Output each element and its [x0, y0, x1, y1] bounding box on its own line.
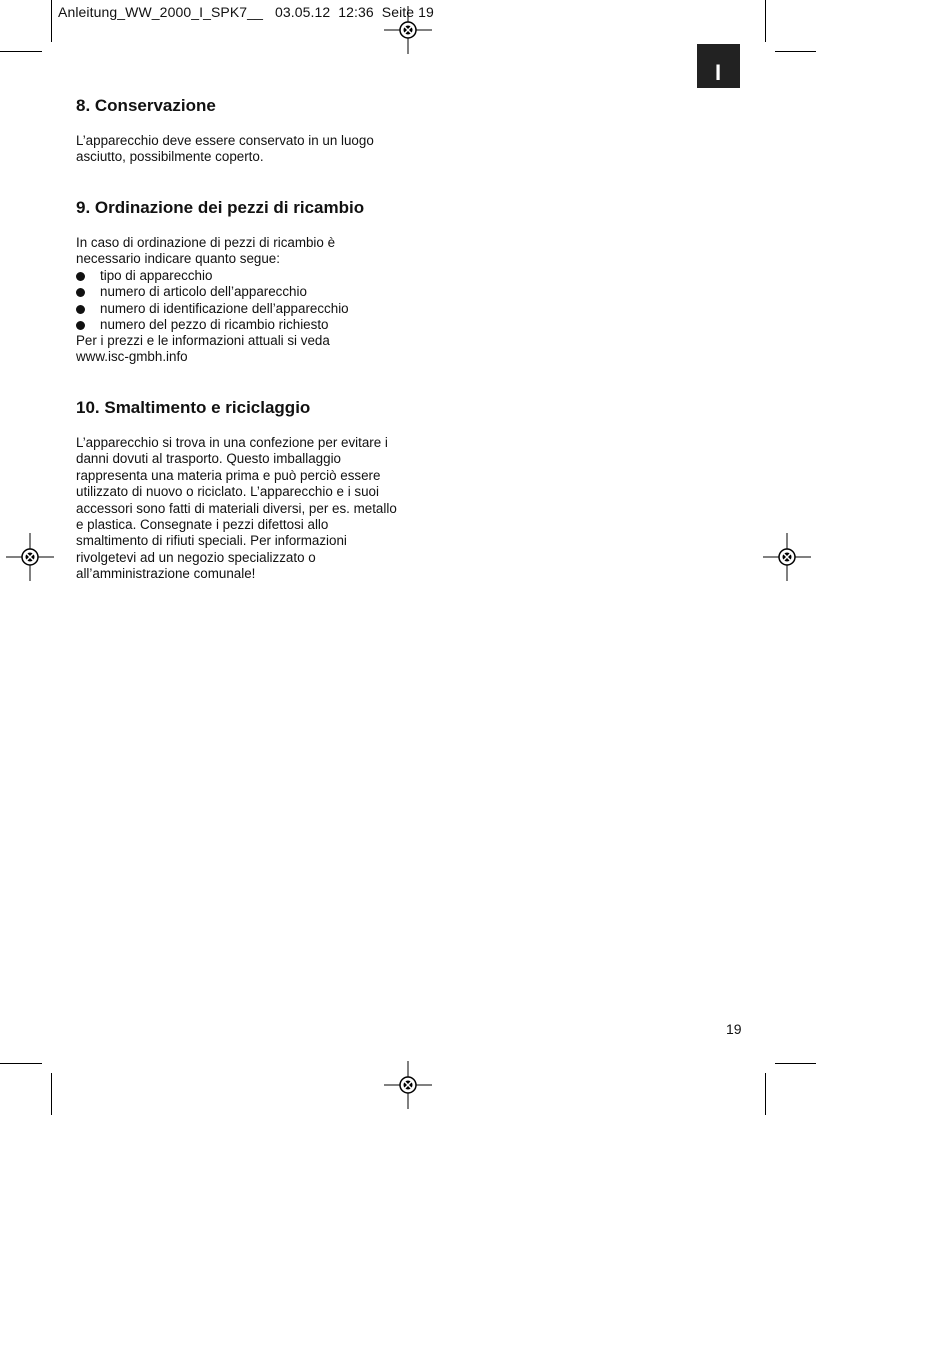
language-tab-label: I	[715, 60, 722, 85]
slug-file-name: Anleitung_WW_2000_I_SPK7__	[58, 4, 263, 20]
crop-mark	[775, 51, 816, 52]
list-item	[76, 301, 349, 317]
list-item-text: numero del pezzo di ricambio richiesto	[100, 317, 329, 333]
bullet-dot-icon	[76, 272, 85, 281]
section-intro-spare-parts: In caso di ordinazione di pezzi di ricambio è necessario indicare quanto segue:	[76, 235, 336, 267]
list-item	[76, 268, 349, 284]
crop-mark	[51, 1073, 52, 1115]
section-outro-spare-parts: Per i prezzi e le informazioni attuali si veda www.isc-gmbh.info	[76, 333, 330, 365]
section-heading-spare-parts: 9. Ordinazione dei pezzi di ricambio	[76, 198, 365, 217]
crop-mark	[775, 1063, 816, 1064]
section-heading-disposal: 10. Smaltimento e riciclaggio	[76, 398, 311, 417]
slug-time: 12:36	[338, 4, 374, 20]
list-item-text: numero di articolo dell’apparecchio	[100, 284, 307, 300]
list-item-text: tipo di apparecchio	[100, 268, 213, 283]
list-item	[76, 317, 349, 333]
list-item	[76, 284, 349, 300]
list-item-text: numero di identificazione dell’apparecchio	[100, 300, 349, 316]
bullet-dot-icon	[76, 288, 85, 297]
crop-mark	[765, 1073, 766, 1115]
crop-mark	[0, 51, 42, 52]
registration-mark-icon	[381, 4, 434, 54]
crop-mark	[51, 0, 52, 42]
crop-mark	[0, 1063, 42, 1064]
spare-parts-list	[76, 268, 349, 334]
print-slug	[58, 4, 434, 20]
registration-mark-icon	[763, 533, 811, 581]
language-tab	[697, 44, 740, 88]
bullet-dot-icon	[76, 305, 85, 314]
registration-mark-icon	[6, 533, 54, 581]
slug-date: 03.05.12	[274, 4, 331, 20]
section-text-storage: L’apparecchio deve essere conservato in un luogo asciutto, possibilmente coperto.	[76, 133, 374, 165]
slug-page-label: Seite 19	[381, 4, 434, 20]
bullet-dot-icon	[76, 321, 85, 330]
page-number: 19	[726, 1021, 742, 1037]
crop-mark	[765, 0, 766, 42]
section-text-disposal: L’apparecchio si trova in una confezione per evitare i danni dovuti al trasporto. Questo imballaggio rappresenta una materia prima e può perciò essere utilizzato di nuovo o riciclato. L’apparecchio e i suoi accessori sono fatti di materiali diversi, per es. metallo e plastica. Consegnate i pezzi difettosi allo smaltimento di rifiuti speciali. Per informazioni rivolgetevi ad un negozio specializzato o all’amministrazione comunale!	[76, 435, 397, 582]
registration-mark-icon	[384, 1061, 432, 1109]
section-heading-storage: 8. Conservazione	[76, 96, 216, 115]
